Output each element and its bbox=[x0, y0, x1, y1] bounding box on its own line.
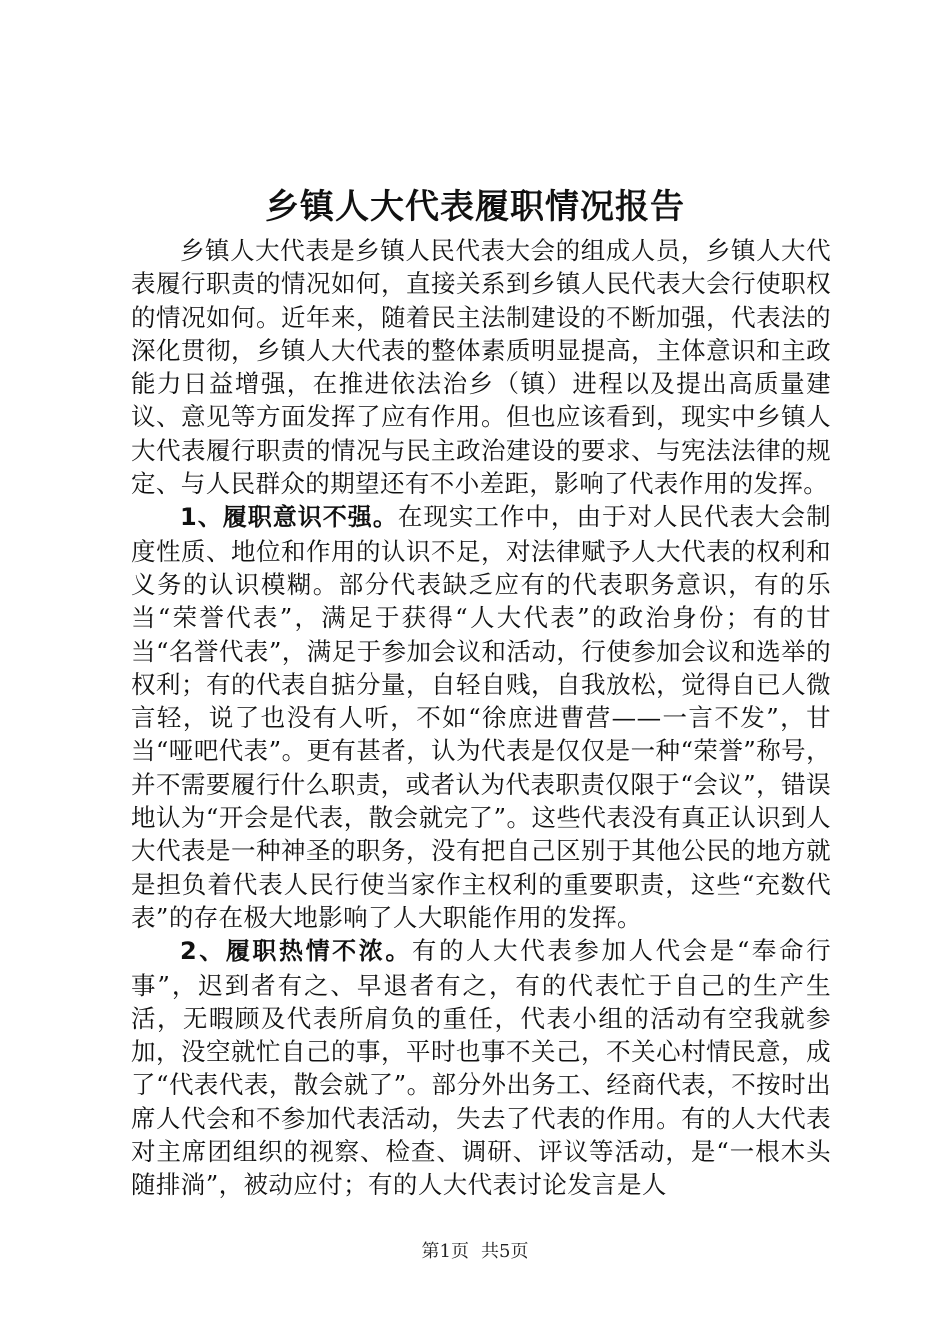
paragraph-intro bbox=[131, 234, 831, 500]
section-heading: 2、履职热情不浓。 bbox=[180, 937, 412, 966]
document-title: 乡镇人大代表履职情况报告 bbox=[265, 187, 685, 227]
paragraph-section-2 bbox=[131, 934, 831, 1201]
page-number: 第1页 bbox=[421, 1241, 469, 1262]
page-footer bbox=[0, 1240, 950, 1264]
paragraph-text: 在现实工作中，由于对人民代表大会制度性质、地位和作用的认识不足，对法律赋予人大代表的权利和义务的认识模糊。部分代表缺乏应有的代表职务意识，有的乐当“荣誉代表”，满足于获得“人大代表”的政治身份；有的甘当“名誉代表”，满足于参加会议和活动，行使参加会议和选举的权利；有的代表自掂分量，自轻自贱，自我放松，觉得自已人微言轻，说了也没有人听，不如“徐庶进曹营——一言不发”，甘当“哑吧代表”。更有甚者，认为代表是仅仅是一种“荣誉”称号，并不需要履行什么职责，或者认为代表职责仅限于“会议”，错误地认为“开会是代表，散会就完了”。这些代表没有真正认识到人大代表是一种神圣的职务，没有把自己区别于其他公民的地方就是担负着代表人民行使当家作主权利的重要职责，这些“充数代表”的存在极大地影响了人大职能作用的发挥。 bbox=[131, 502, 831, 932]
paragraph-text: 有的人大代表参加人代会是“奉命行事”，迟到者有之、早退者有之，有的代表忙于自己的生产生活，无暇顾及代表所肩负的重任，代表小组的活动有空我就参加，没空就忙自己的事，平时也事不关己，不关心村情民意，成了“代表代表，散会就了”。部分外出务工、经商代表，不按时出席人代会和不参加代表活动，失去了代表的作用。有的人大代表对主席团组织的视察、检查、调研、评议等活动，是“一根木头随排淌”，被动应付；有的人大代表讨论发言是人 bbox=[131, 936, 831, 1200]
section-heading: 1、履职意识不强。 bbox=[180, 503, 398, 532]
paragraph-section-1 bbox=[131, 500, 831, 934]
page-total: 共5页 bbox=[481, 1241, 529, 1262]
document-body bbox=[131, 234, 831, 1202]
paragraph-text: 乡镇人大代表是乡镇人民代表大会的组成人员，乡镇人大代表履行职责的情况如何，直接关系到乡镇人民代表大会行使职权的情况如何。近年来，随着民主法制建设的不断加强，代表法的深化贯彻，乡镇人大代表的整体素质明显提高，主体意识和主政能力日益增强，在推进依法治乡（镇）进程以及提出高质量建议、意见等方面发挥了应有作用。但也应该看到，现实中乡镇人大代表履行职责的情况与民主政治建设的要求、与宪法法律的规定、与人民群众的期望还有不小差距，影响了代表作用的发挥。 bbox=[131, 236, 831, 499]
